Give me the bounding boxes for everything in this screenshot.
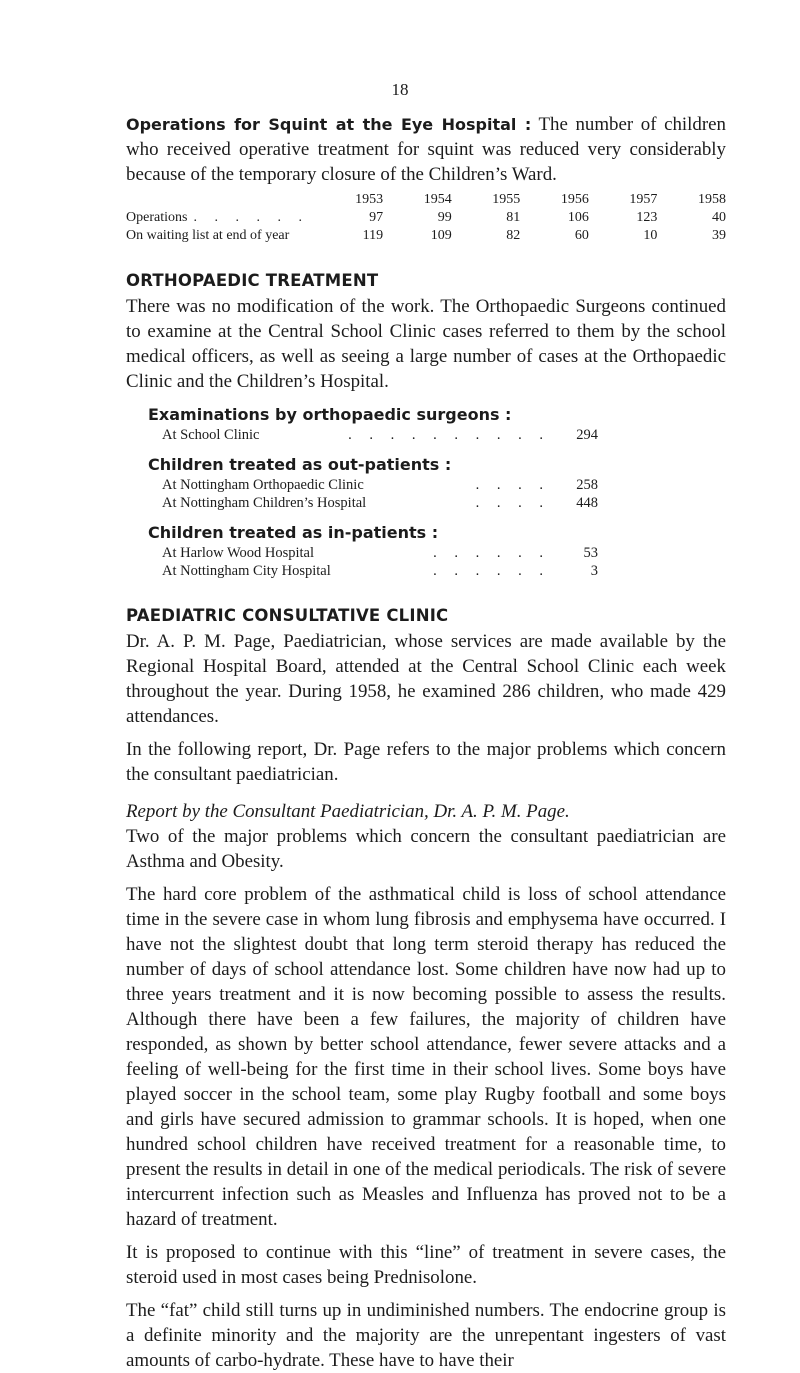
year-header: 1957 <box>629 192 658 207</box>
item-value: 448 <box>576 495 598 511</box>
page-number: 18 <box>391 80 409 99</box>
squint-table-corner <box>126 191 315 209</box>
item-value: 258 <box>576 477 598 493</box>
table-cell: 40 <box>712 210 726 225</box>
orthopaedic-heading: ORTHOPAEDIC TREATMENT <box>126 271 379 290</box>
list-item <box>148 476 598 494</box>
table-cell: 97 <box>369 210 384 225</box>
orthopaedic-group <box>148 404 598 444</box>
list-item <box>148 562 598 580</box>
dot-leader: . . . . . . <box>433 545 550 561</box>
squint-paragraph <box>126 112 726 187</box>
table-cell: 81 <box>506 210 521 225</box>
row-label: On waiting list at end of year <box>126 227 315 245</box>
paediatric-paragraph: Dr. A. P. M. Page, Paediatrician, whose services are made available by the Regional Hospital Board, attended at the Central School Clinic each week throughout the year. During 1958, he examined 286 children, who made 429 attendances. <box>126 631 726 727</box>
orthopaedic-group <box>148 522 598 580</box>
table-cell: 99 <box>437 210 452 225</box>
page-content <box>126 112 726 1373</box>
report-paragraph: It is proposed to continue with this “line” of treatment in severe cases, the steroid used in most cases being Prednisolone. <box>126 1242 726 1288</box>
orthopaedic-group <box>148 454 598 512</box>
table-cell: 119 <box>362 228 384 243</box>
table-cell: 60 <box>574 228 589 243</box>
item-label: At Nottingham City Hospital <box>162 563 331 579</box>
list-item <box>148 544 598 562</box>
group-heading: Examinations by orthopaedic surgeons : <box>148 405 512 424</box>
list-item <box>148 494 598 512</box>
dot-leader: . . . . . . <box>433 563 550 579</box>
report-paragraph: The “fat” child still turns up in undiminished numbers. The endocrine group is a definite minority and the majority are the unrepentant ingesters of vast amounts of carbo-hydrate. These have to have their <box>126 1300 726 1371</box>
dot-leader: . . . . . . <box>193 210 309 225</box>
paediatric-paragraph: In the following report, Dr. Page refers to the major problems which concern the consultant paediatrician. <box>126 739 726 785</box>
table-cell: 106 <box>567 210 589 225</box>
year-header: 1955 <box>492 192 521 207</box>
dot-leader: . . . . . . . . . . <box>348 427 550 443</box>
table-row <box>126 227 726 245</box>
table-cell: 39 <box>712 228 726 243</box>
year-header: 1953 <box>355 192 384 207</box>
table-cell: 10 <box>643 228 658 243</box>
row-label: Operations . . . . . . <box>126 210 309 225</box>
group-heading: Children treated as in-patients : <box>148 523 439 542</box>
paediatric-heading: PAEDIATRIC CONSULTATIVE CLINIC <box>126 606 449 625</box>
group-heading: Children treated as out-patients : <box>148 455 452 474</box>
orthopaedic-statistics <box>148 404 598 580</box>
dot-leader: . . . . <box>475 477 550 493</box>
dot-leader <box>289 228 295 243</box>
report-title: Report by the Consultant Paediatrician, Dr. A. P. M. Page. <box>126 801 570 822</box>
table-cell: 82 <box>506 228 521 243</box>
dot-leader: . . . . <box>475 495 550 511</box>
item-value: 53 <box>583 545 598 561</box>
squint-table-header <box>126 191 726 209</box>
squint-heading: Operations for Squint at the Eye Hospital : <box>126 115 532 134</box>
item-value: 294 <box>576 427 598 443</box>
report-paragraph: The hard core problem of the asthmatical child is loss of school attendance time in the severe case in whom lung fibrosis and emphysema have occurred. I have not the slightest doubt that long term steroid therapy has reduced the number of days of school attendance lost. Some children have now had up to three years treatment and it is now becoming possible to assess the results. Although there have been a few failures, the majority of children have responded, as shown by better school attendance, fewer severe attacks and a feeling of well-being for the first time in their school lives. Some boys have played soccer in the school team, some play Rugby football and some boys and girls have secured admission to grammar schools. It is hoped, when one hundred school children have received treatment for a reasonable time, to present the results in detail in one of the medical periodicals. The risk of severe intercurrent infection such as Measles and Influenza has proved not to be a hazard of treatment. <box>126 884 726 1230</box>
orthopaedic-paragraph: There was no modification of the work. The Orthopaedic Surgeons continued to examine at the Central School Clinic cases referred to them by the school medical officers, as well as seeing a large number of cases at the Orthopaedic Clinic and the Children’s Hospital. <box>126 296 726 392</box>
squint-table <box>126 191 726 245</box>
item-label: At Harlow Wood Hospital <box>162 545 315 561</box>
list-item <box>148 426 598 444</box>
year-header: 1956 <box>560 192 589 207</box>
table-cell: 109 <box>430 228 452 243</box>
item-label: At Nottingham Children’s Hospital <box>162 495 367 511</box>
report-paragraph: Two of the major problems which concern the consultant paediatrician are Asthma and Obesity. <box>126 826 726 872</box>
item-value: 3 <box>590 563 598 579</box>
table-cell: 123 <box>636 210 658 225</box>
squint-text: The number of children who received operative treatment for squint was reduced very considerably because of the temporary closure of the Children’s Ward. <box>126 114 726 185</box>
item-label: At School Clinic <box>162 427 260 443</box>
table-row <box>126 209 726 227</box>
year-header: 1958 <box>698 192 726 207</box>
year-header: 1954 <box>423 192 452 207</box>
item-label: At Nottingham Orthopaedic Clinic <box>162 477 364 493</box>
